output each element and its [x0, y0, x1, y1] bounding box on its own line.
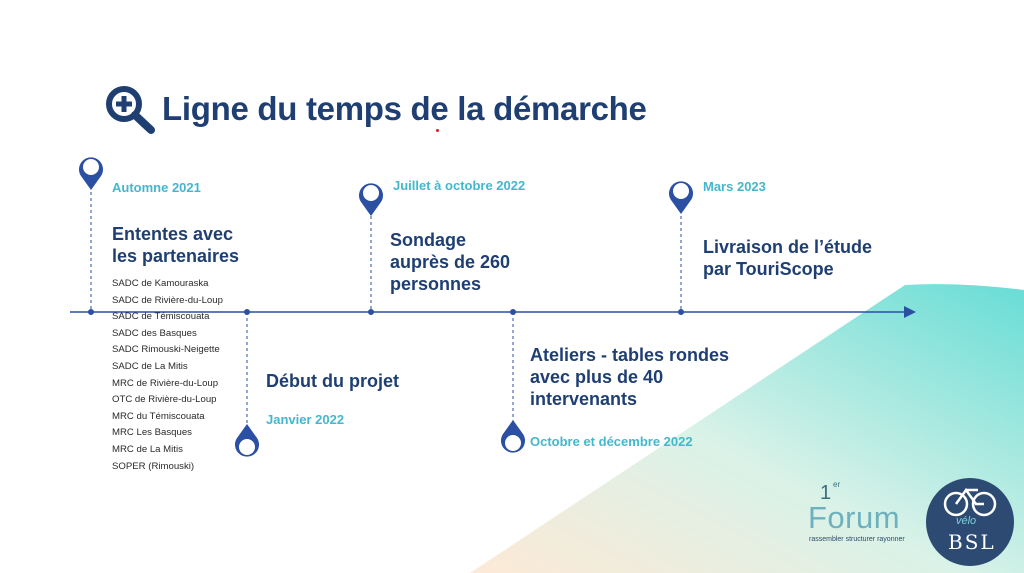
logo-bsl: BSL: [948, 530, 996, 554]
event-heading-livraison: Livraison de l’étude par TouriScope: [703, 237, 873, 279]
location-pin-icon: [666, 176, 696, 216]
list-item: SADC de La Mitis: [112, 360, 188, 372]
location-pin-icon: [498, 418, 528, 458]
event-date-juillet-octobre-2022: Juillet à octobre 2022: [393, 178, 526, 193]
list-item: OTC de Rivière-du-Loup: [112, 394, 217, 406]
list-item: MRC de Rivière-du-Loup: [112, 377, 219, 389]
list-item: SADC de Témiscouata: [112, 311, 210, 323]
event-heading-ateliers: Ateliers - tables rondes avec plus de 40 intervenants: [530, 345, 730, 409]
event-date-janvier-2022: Janvier 2022: [266, 412, 345, 427]
list-item: SADC des Basques: [112, 327, 197, 339]
event-date-mars-2023: Mars 2023: [703, 179, 766, 194]
logo-ordinal-suffix: er: [833, 480, 841, 489]
logo-badge: [926, 478, 1014, 566]
location-pin-icon: [76, 152, 106, 192]
list-item: SOPER (Rimouski): [112, 460, 195, 472]
event-heading-debut-projet: Début du projet: [266, 371, 399, 391]
event-date-automne-2021: Automne 2021: [112, 180, 201, 195]
page-title: Ligne du temps de la démarche: [162, 90, 647, 127]
forum-velo-bsl-logo: [808, 478, 1018, 570]
event-date-octobre-decembre-2022: Octobre et décembre 2022: [530, 434, 693, 449]
logo-velo: vélo: [956, 515, 977, 527]
list-item: MRC Les Basques: [112, 427, 192, 439]
partner-list: [112, 276, 223, 475]
list-item: MRC de La Mitis: [112, 443, 183, 455]
list-item: SADC Rimouski-Neigette: [112, 344, 220, 356]
list-item: MRC du Témiscouata: [112, 410, 205, 422]
location-pin-icon: [356, 178, 386, 218]
list-item: SADC de Kamouraska: [112, 278, 209, 289]
event-heading-sondage: Sondage auprès de 260 personnes: [390, 230, 511, 294]
logo-ordinal: 1: [820, 482, 832, 504]
event-heading-ententes: Ententes avec les partenaires: [112, 224, 240, 266]
location-pin-icon: [232, 422, 262, 462]
list-item: SADC de Rivière-du-Loup: [112, 294, 223, 306]
logo-forum-word: Forum: [808, 500, 901, 535]
logo-tagline: rassembler structurer rayonner: [809, 536, 905, 543]
